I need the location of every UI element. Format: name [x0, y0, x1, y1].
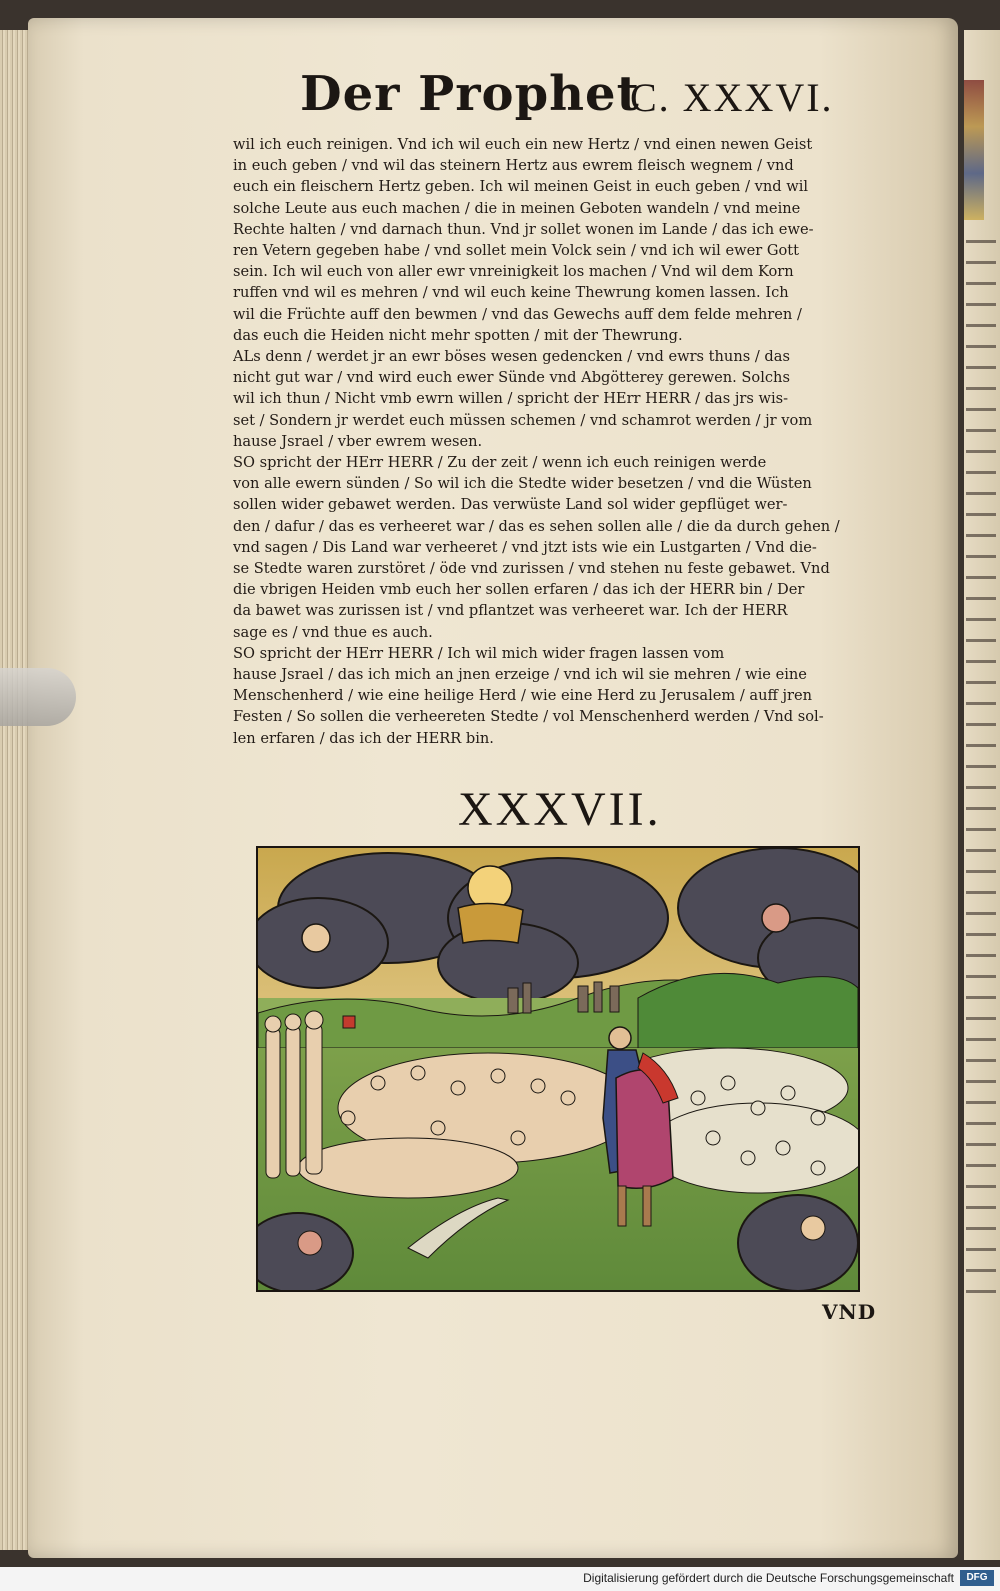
text-line: in euch geben / vnd wil das steinern Hertz aus ewrem fleisch wegnem / vnd	[233, 157, 794, 175]
text-line: wil ich thun / Nicht vmb ewrn willen / spricht der HErr HERR / das jrs wis-	[233, 390, 789, 408]
woodcut-image	[258, 848, 858, 1290]
text-line: hause Jsrael / das ich mich an jnen erzeige / vnd ich wil sie mehren / wie eine	[233, 666, 807, 684]
text-line: von alle ewern sünden / So wil ich die Stedte wider besetzen / vnd die Wüsten	[233, 475, 812, 493]
text-line: solche Leute aus euch machen / die in meinen Geboten wandeln / vnd meine	[233, 199, 801, 217]
text-line: set / Sondern jr werdet euch müssen schemen / vnd schamrot werden / jr vom	[233, 411, 813, 429]
text-line: SO spricht der HErr HERR / Ich wil mich wider fragen lassen vom	[233, 644, 725, 662]
catchword: VND	[822, 1300, 877, 1324]
text-line: ren Vetern gegeben habe / vnd sollet mein Volck sein / vnd ich wil ewer Gott	[233, 242, 800, 260]
text-line: die vbrigen Heiden vmb euch her sollen erfaren / das ich der HERR bin / Der	[233, 581, 805, 599]
dfg-logo: DFG	[960, 1570, 994, 1586]
text-line: wil ich euch reinigen. Vnd ich wil euch ein new Hertz / vnd einen newen Geist	[233, 136, 813, 153]
text-line: euch ein fleischern Hertz geben. Ich wil meinen Geist in euch geben / vnd wil	[233, 178, 809, 196]
text-line: SO spricht der HErr HERR / Zu der zeit / wenn ich euch reinigen werde	[233, 454, 767, 472]
text-line: len erfaren / das ich der HERR bin.	[233, 729, 494, 747]
facing-page-edge	[958, 30, 1000, 1560]
text-line: se Stedte waren zurstöret / öde vnd zurissen / vnd stehen nu feste gebawet. Vnd	[233, 560, 830, 578]
running-title: Der Prophet	[300, 66, 640, 122]
text-line: Festen / So sollen die verheereten Stedte / vol Menschenherd werden / Vnd sol-	[233, 708, 824, 726]
text-line: Rechte halten / vnd darnach thun. Vnd jr sollet wonen im Lande / das ich ewe-	[233, 220, 814, 238]
text-line: wil die Früchte auff den bewmen / vnd das Gewechs auff dem felde mehren /	[233, 305, 802, 323]
facing-page-text	[966, 230, 996, 1310]
text-line: sein. Ich wil euch von aller ewr vnreinigkeit los machen / Vnd wil dem Korn	[233, 263, 794, 281]
text-line: sollen wider gebawet werden. Das verwüste Land sol wider gepflüget wer-	[233, 496, 788, 514]
chapter-heading: XXXVII.	[458, 783, 662, 836]
digitization-footer	[0, 1567, 1000, 1591]
funding-credit: Digitalisierung gefördert durch die Deutsche Forschungsgemeinschaft	[583, 1571, 954, 1585]
page-clip	[0, 668, 76, 726]
text-line: hause Jsrael / vber ewrem wesen.	[233, 432, 483, 450]
text-line: da bawet was zurissen ist / vnd pflantzet was verheeret war. Ich der HERR	[233, 602, 788, 620]
page-header	[300, 66, 880, 136]
chapter-number: C. XXXVI.	[630, 75, 834, 120]
text-line: Menschenherd / wie eine heilige Herd / wie eine Herd zu Jerusalem / auff jren	[233, 687, 813, 705]
text-line: ruffen vnd wil es mehren / vnd wil euch keine Thewrung komen lassen. Ich	[233, 284, 789, 302]
text-line: das euch die Heiden nicht mehr spotten / mit der Thewrung.	[233, 326, 683, 344]
woodcut-illustration	[256, 846, 860, 1292]
body-text	[233, 134, 885, 749]
text-line: ALs denn / werdet jr an ewr böses wesen gedencken / vnd ewrs thuns / das	[233, 348, 790, 366]
text-line: sage es / vnd thue es auch.	[233, 623, 433, 641]
text-line: den / dafur / das es verheeret war / das es sehen sollen alle / die da durch gehen /	[233, 517, 840, 535]
text-line: nicht gut war / vnd wird euch ewer Sünde vnd Abgötterey gerewen. Solchs	[233, 369, 790, 387]
facing-page-illustration	[964, 80, 984, 220]
text-line: vnd sagen / Dis Land war verheeret / vnd jtzt ists wie ein Lustgarten / Vnd die-	[233, 538, 817, 556]
